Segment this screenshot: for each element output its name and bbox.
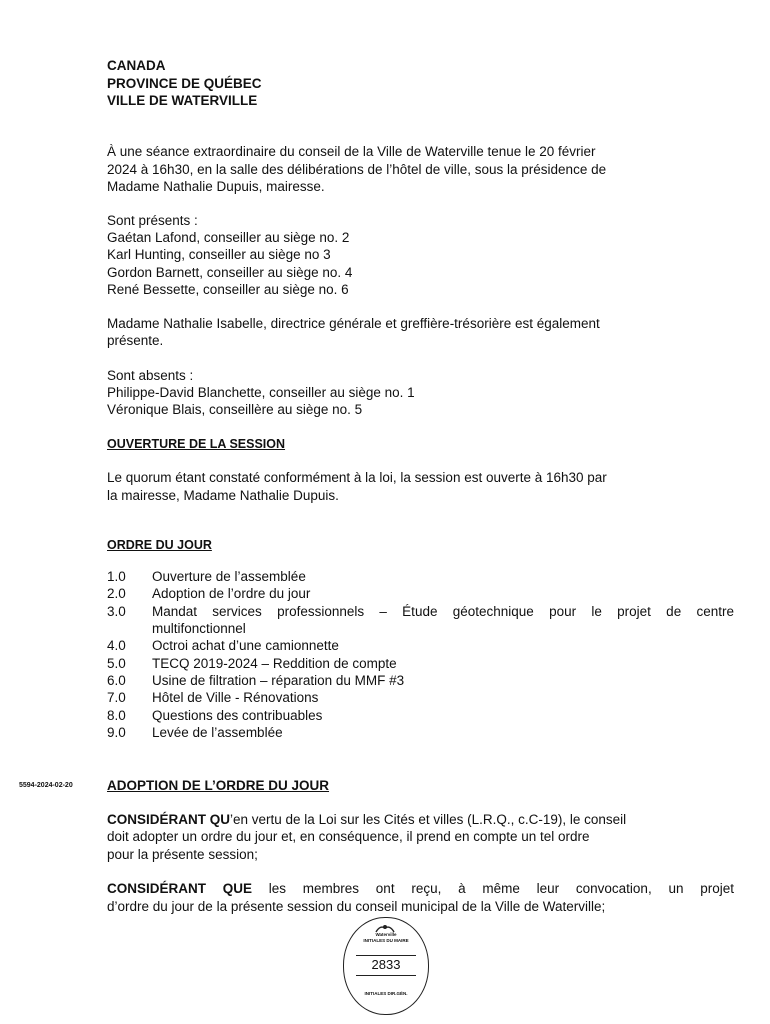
header-province: PROVINCE DE QUÉBEC [107,76,262,91]
stamp-rule [356,955,416,956]
agenda-item-text: TECQ 2019-2024 – Reddition de compte [152,656,397,671]
absent-member: Véronique Blais, conseillère au siège no. 5 [107,402,363,417]
agenda-item-text: Questions des contribuables [152,708,323,723]
dg-line-2: présente. [107,333,164,348]
page-number: 2833 [371,957,401,972]
agenda-item-text: Levée de l’assemblée [152,725,283,740]
stamp-city: Waterville [375,932,397,937]
stamp-rule [356,975,416,976]
present-member: Gaétan Lafond, conseiller au siège no. 2 [107,230,350,245]
agenda-item-text: Usine de filtration – réparation du MMF #3 [152,673,405,688]
considerant-1-line-1 [107,811,626,828]
considerant-text: ’en vertu de la Loi sur les Cités et villes (L.R.Q., c.C-19), le conseil [230,812,627,827]
ouverture-line-1: Le quorum étant constaté conformément à la loi, la session est ouverte à 16h30 par [107,470,607,485]
agenda-item-number: 7.0 [107,690,126,705]
agenda-item-text: Mandat services professionnels – Étude géotechnique pour le projet de centre [152,604,734,619]
stamp-label-mayor: INITIALES DU MAIRE [363,938,409,943]
agenda-item-text: Ouverture de l’assemblée [152,569,306,584]
considerant-keyword: CONSIDÉRANT QU [107,812,231,827]
considerant-2-line-1 [107,880,734,897]
stamp-label-dg: INITIALES DIR.GÉN. [364,991,408,996]
resolution-number: 5594-2024-02-20 [19,782,73,789]
intro-line-2: 2024 à 16h30, en la salle des délibérations de l’hôtel de ville, sous la présidence de [107,162,607,177]
intro-line-3: Madame Nathalie Dupuis, mairesse. [107,179,325,194]
header-country: CANADA [107,58,166,73]
agenda-item-number: 8.0 [107,708,126,723]
present-member: Gordon Barnett, conseiller au siège no. 4 [107,265,353,280]
agenda-item-number: 5.0 [107,656,126,671]
absent-member: Philippe-David Blanchette, conseiller au siège no. 1 [107,385,415,400]
considerant-keyword: CONSIDÉRANT QUE [107,881,253,896]
section-heading-ouverture: OUVERTURE DE LA SESSION [107,437,286,451]
agenda-item-number: 1.0 [107,569,126,584]
agenda-item-number: 6.0 [107,673,126,688]
considerant-1-line-2: doit adopter un ordre du jour et, en conséquence, il prend en compte un tel ordre [107,829,590,844]
agenda-item-number: 3.0 [107,604,126,619]
presents-title: Sont présents : [107,213,198,228]
agenda-item-text: Octroi achat d’une camionnette [152,638,339,653]
absents-title: Sont absents : [107,368,194,383]
agenda-item-number: 4.0 [107,638,126,653]
agenda-item-number: 2.0 [107,586,126,601]
agenda-item-text: Hôtel de Ville - Rénovations [152,690,319,705]
agenda-item-number: 9.0 [107,725,126,740]
header-city: VILLE DE WATERVILLE [107,93,258,108]
agenda-item-text: Adoption de l’ordre du jour [152,586,311,601]
present-member: Karl Hunting, conseiller au siège no 3 [107,247,331,262]
intro-line-1: À une séance extraordinaire du conseil de la Ville de Waterville tenue le 20 février [107,144,596,159]
section-heading-ordre: ORDRE DU JOUR [107,538,212,552]
initials-stamp [343,917,429,1015]
present-member: René Bessette, conseiller au siège no. 6 [107,282,349,297]
ouverture-line-2: la mairesse, Madame Nathalie Dupuis. [107,488,339,503]
considerant-text: les membres ont reçu, à même leur convocation, un projet [252,881,734,896]
agenda-item-text-continued: multifonctionnel [152,621,246,636]
section-heading-adoption: ADOPTION DE L’ORDRE DU JOUR [107,778,330,793]
dg-line-1: Madame Nathalie Isabelle, directrice générale et greffière-trésorière est également [107,316,600,331]
considerant-2-line-2: d’ordre du jour de la présente session du conseil municipal de la Ville de Waterville; [107,899,606,914]
considerant-1-line-3: pour la présente session; [107,847,258,862]
